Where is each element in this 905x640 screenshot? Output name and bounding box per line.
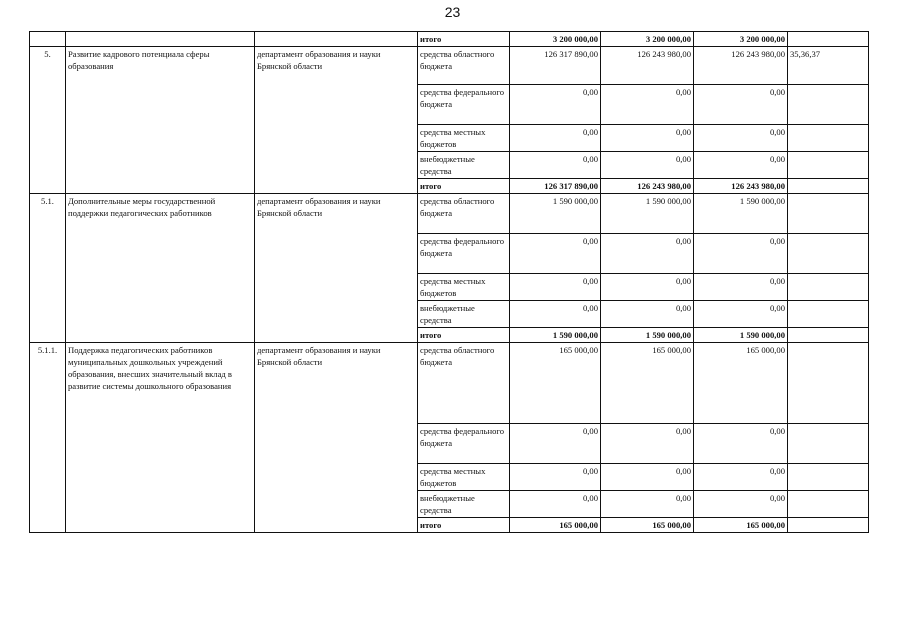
amount-cell: 0,00 xyxy=(510,424,601,464)
amount-cell: 0,00 xyxy=(694,301,788,328)
amount-cell: 0,00 xyxy=(601,301,694,328)
ref-cell xyxy=(788,301,869,328)
amount-cell: 0,00 xyxy=(694,85,788,125)
executor-cell: департамент образования и науки Брянской области xyxy=(255,47,418,194)
amount-cell: 3 200 000,00 xyxy=(694,32,788,47)
amount-cell: 126 243 980,00 xyxy=(601,179,694,194)
amount-cell: 3 200 000,00 xyxy=(601,32,694,47)
source-cell: средства местных бюджетов xyxy=(418,125,510,152)
ref-cell xyxy=(788,464,869,491)
name-cell xyxy=(66,32,255,47)
executor-cell xyxy=(255,32,418,47)
ref-cell xyxy=(788,125,869,152)
ref-cell xyxy=(788,343,869,424)
amount-cell: 0,00 xyxy=(694,464,788,491)
amount-cell: 1 590 000,00 xyxy=(510,328,601,343)
source-cell: итого xyxy=(418,32,510,47)
name-cell: Поддержка педагогических работников муниципальных дошкольных учреждений образования, внесших значительный вклад в развитие системы дошкольного образования xyxy=(66,343,255,533)
amount-cell: 0,00 xyxy=(694,491,788,518)
ref-cell xyxy=(788,274,869,301)
source-cell: средства областного бюджета xyxy=(418,343,510,424)
amount-cell: 0,00 xyxy=(694,424,788,464)
amount-cell: 0,00 xyxy=(510,464,601,491)
amount-cell: 126 317 890,00 xyxy=(510,179,601,194)
num-cell xyxy=(30,32,66,47)
ref-cell xyxy=(788,179,869,194)
amount-cell: 126 243 980,00 xyxy=(694,179,788,194)
amount-cell: 126 243 980,00 xyxy=(601,47,694,85)
ref-cell xyxy=(788,194,869,234)
source-cell: внебюджетные средства xyxy=(418,152,510,179)
amount-cell: 1 590 000,00 xyxy=(694,328,788,343)
amount-cell: 0,00 xyxy=(510,274,601,301)
source-cell: средства федерального бюджета xyxy=(418,424,510,464)
ref-cell xyxy=(788,491,869,518)
amount-cell: 165 000,00 xyxy=(601,518,694,533)
amount-cell: 0,00 xyxy=(510,152,601,179)
source-cell: средства местных бюджетов xyxy=(418,274,510,301)
ref-cell: 35,36,37 xyxy=(788,47,869,85)
amount-cell: 0,00 xyxy=(601,125,694,152)
amount-cell: 0,00 xyxy=(694,152,788,179)
amount-cell: 165 000,00 xyxy=(694,343,788,424)
page-number: 23 xyxy=(444,4,461,20)
num-cell: 5.1.1. xyxy=(30,343,66,533)
source-cell: итого xyxy=(418,328,510,343)
source-cell: средства областного бюджета xyxy=(418,194,510,234)
name-cell: Дополнительные меры государственной поддержки педагогических работников xyxy=(66,194,255,343)
amount-cell: 0,00 xyxy=(601,234,694,274)
ref-cell xyxy=(788,518,869,533)
amount-cell: 0,00 xyxy=(694,234,788,274)
num-cell: 5. xyxy=(30,47,66,194)
amount-cell: 0,00 xyxy=(694,125,788,152)
ref-cell xyxy=(788,328,869,343)
budget-table xyxy=(29,31,869,533)
executor-cell: департамент образования и науки Брянской области xyxy=(255,343,418,533)
amount-cell: 0,00 xyxy=(601,274,694,301)
amount-cell: 1 590 000,00 xyxy=(694,194,788,234)
amount-cell: 126 317 890,00 xyxy=(510,47,601,85)
table-row xyxy=(30,194,869,234)
ref-cell xyxy=(788,234,869,274)
num-cell: 5.1. xyxy=(30,194,66,343)
amount-cell: 0,00 xyxy=(510,85,601,125)
amount-cell: 0,00 xyxy=(510,491,601,518)
amount-cell: 0,00 xyxy=(601,85,694,125)
table-row xyxy=(30,47,869,85)
source-cell: внебюджетные средства xyxy=(418,491,510,518)
ref-cell xyxy=(788,85,869,125)
amount-cell: 165 000,00 xyxy=(510,518,601,533)
amount-cell: 165 000,00 xyxy=(694,518,788,533)
amount-cell: 0,00 xyxy=(601,152,694,179)
amount-cell: 3 200 000,00 xyxy=(510,32,601,47)
name-cell: Развитие кадрового потенциала сферы образования xyxy=(66,47,255,194)
table-row xyxy=(30,343,869,424)
table-row xyxy=(30,32,869,47)
source-cell: средства местных бюджетов xyxy=(418,464,510,491)
amount-cell: 0,00 xyxy=(510,234,601,274)
amount-cell: 1 590 000,00 xyxy=(601,328,694,343)
amount-cell: 0,00 xyxy=(694,274,788,301)
source-cell: внебюджетные средства xyxy=(418,301,510,328)
source-cell: средства областного бюджета xyxy=(418,47,510,85)
amount-cell: 1 590 000,00 xyxy=(601,194,694,234)
amount-cell: 0,00 xyxy=(601,491,694,518)
source-cell: итого xyxy=(418,518,510,533)
amount-cell: 0,00 xyxy=(510,125,601,152)
ref-cell xyxy=(788,32,869,47)
amount-cell: 1 590 000,00 xyxy=(510,194,601,234)
amount-cell: 126 243 980,00 xyxy=(694,47,788,85)
amount-cell: 0,00 xyxy=(510,301,601,328)
amount-cell: 0,00 xyxy=(601,424,694,464)
amount-cell: 165 000,00 xyxy=(601,343,694,424)
amount-cell: 165 000,00 xyxy=(510,343,601,424)
amount-cell: 0,00 xyxy=(601,464,694,491)
ref-cell xyxy=(788,152,869,179)
source-cell: средства федерального бюджета xyxy=(418,234,510,274)
source-cell: средства федерального бюджета xyxy=(418,85,510,125)
ref-cell xyxy=(788,424,869,464)
executor-cell: департамент образования и науки Брянской области xyxy=(255,194,418,343)
source-cell: итого xyxy=(418,179,510,194)
